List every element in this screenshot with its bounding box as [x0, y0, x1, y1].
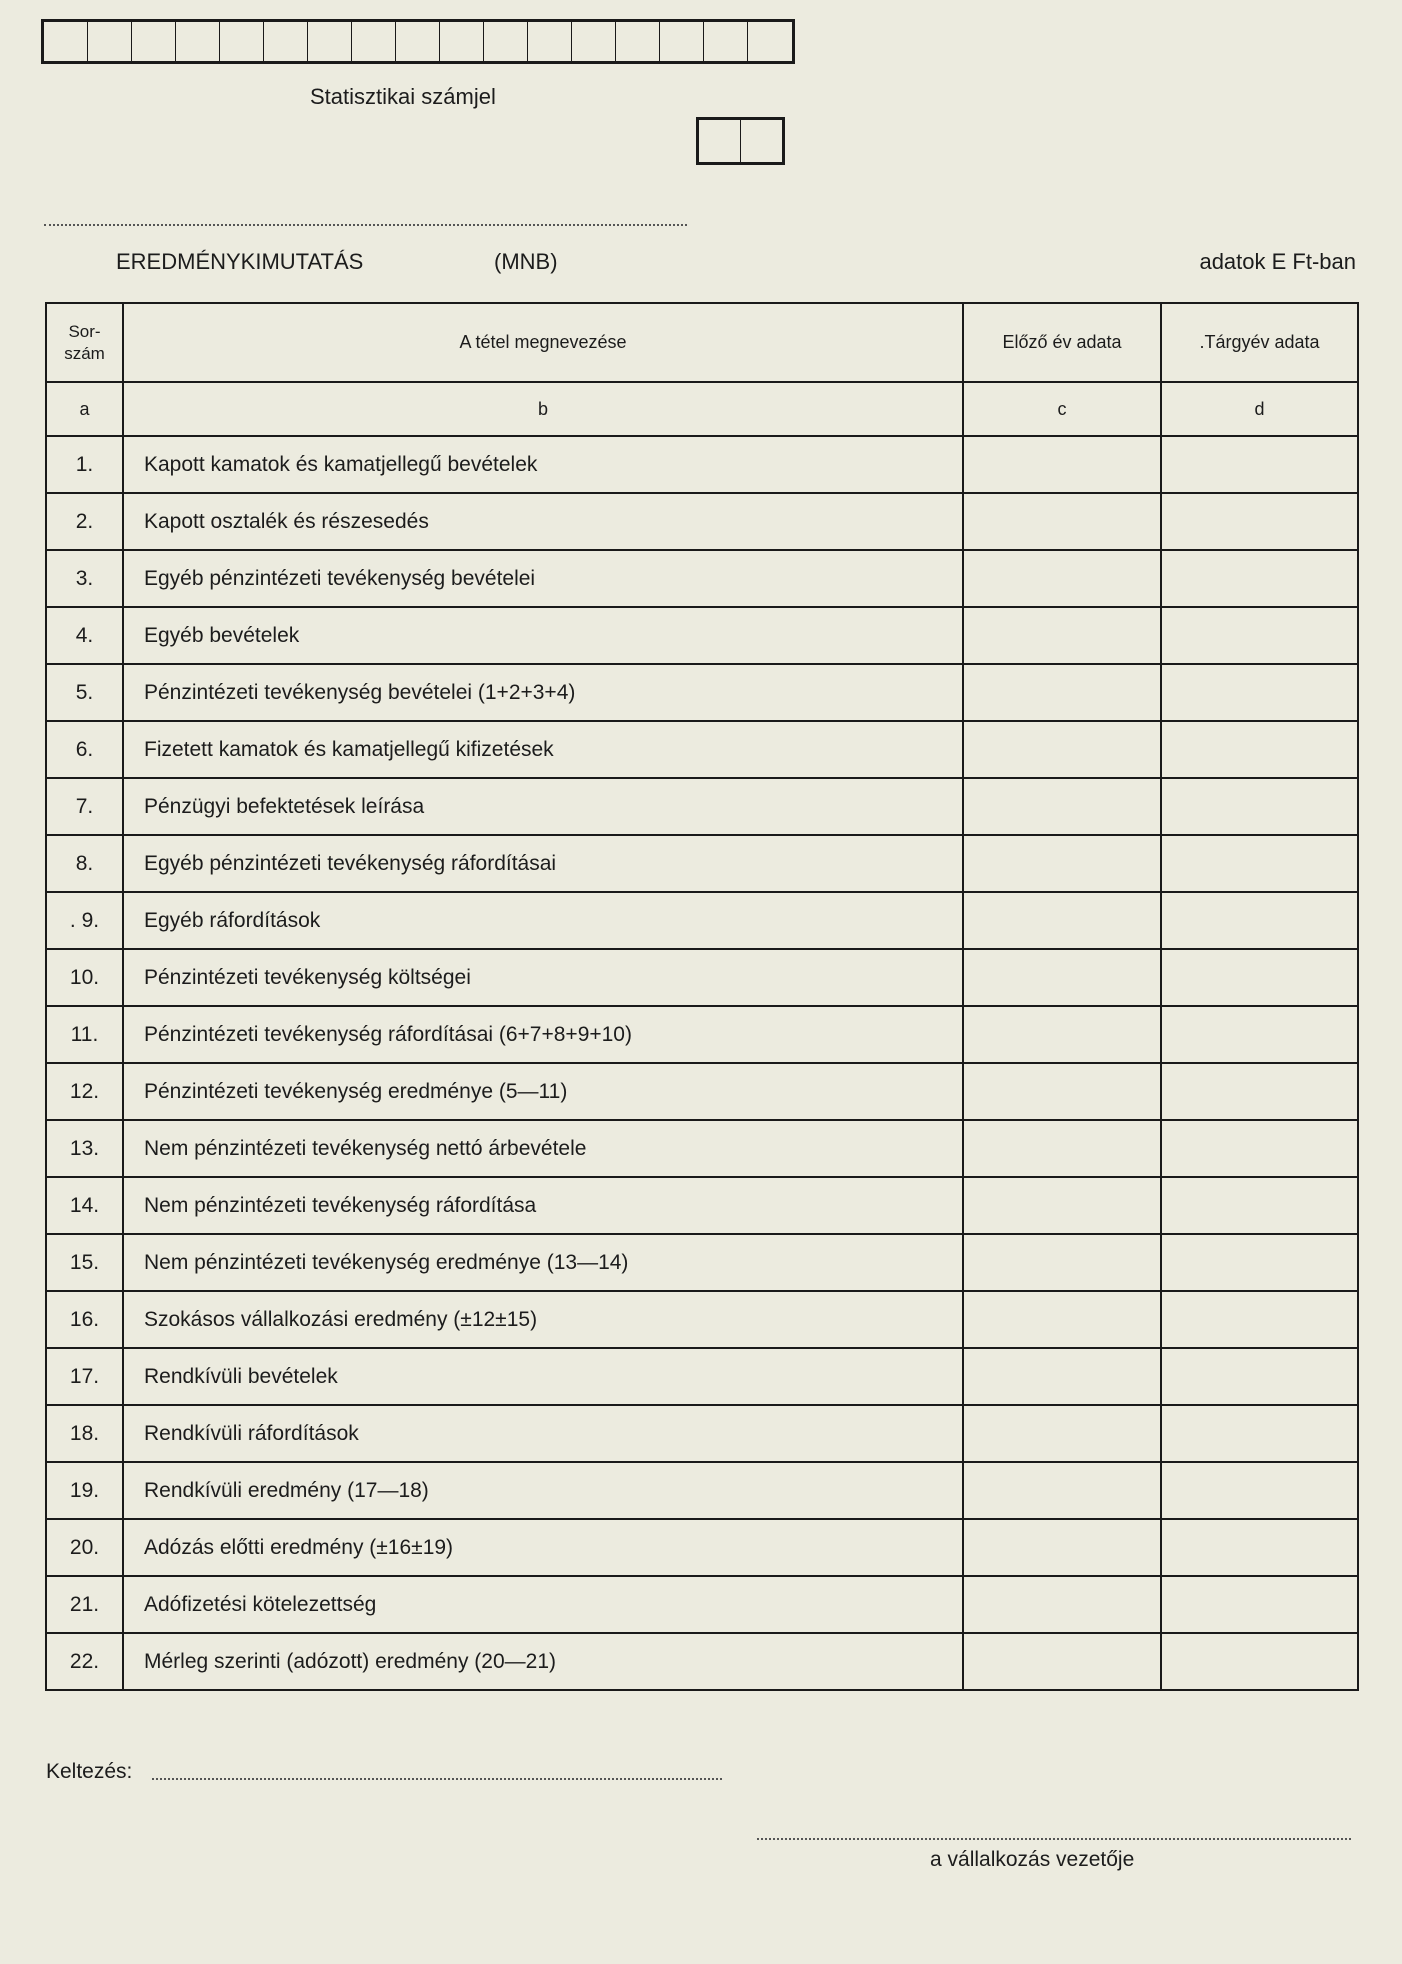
digit-box[interactable] — [220, 22, 264, 61]
current-year-value-cell[interactable] — [1161, 1120, 1358, 1177]
digit-box[interactable] — [484, 22, 528, 61]
row-label: Mérleg szerinti (adózott) eredmény (20—21) — [123, 1633, 963, 1690]
current-year-value-cell[interactable] — [1161, 778, 1358, 835]
digit-box[interactable] — [352, 22, 396, 61]
row-label: Egyéb pénzintézeti tevékenység bevételei — [123, 550, 963, 607]
table-row — [46, 1120, 1358, 1177]
institution-name-line[interactable] — [44, 224, 687, 226]
digit-box[interactable] — [264, 22, 308, 61]
current-year-value-cell[interactable] — [1161, 949, 1358, 1006]
digit-box[interactable] — [660, 22, 704, 61]
row-number: 4. — [46, 607, 123, 664]
row-label: Egyéb pénzintézeti tevékenység ráfordításai — [123, 835, 963, 892]
row-label: Rendkívüli ráfordítások — [123, 1405, 963, 1462]
row-number: 8. — [46, 835, 123, 892]
header-row — [46, 303, 1358, 382]
prev-year-value-cell[interactable] — [963, 1633, 1161, 1690]
row-number: 16. — [46, 1291, 123, 1348]
current-year-value-cell[interactable] — [1161, 1348, 1358, 1405]
row-number: . 9. — [46, 892, 123, 949]
form-code: (MNB) — [494, 249, 558, 274]
current-year-value-cell[interactable] — [1161, 835, 1358, 892]
table-row — [46, 1291, 1358, 1348]
digit-box[interactable] — [132, 22, 176, 61]
row-label: Pénzintézeti tevékenység ráfordításai (6+7+8+9+10) — [123, 1006, 963, 1063]
digit-box[interactable] — [396, 22, 440, 61]
col-header-current-year: .Tárgyév adata — [1161, 303, 1358, 382]
prev-year-value-cell[interactable] — [963, 1291, 1161, 1348]
digit-box[interactable] — [699, 120, 741, 162]
current-year-value-cell[interactable] — [1161, 1633, 1358, 1690]
row-number: 17. — [46, 1348, 123, 1405]
current-year-value-cell[interactable] — [1161, 1006, 1358, 1063]
row-label: Egyéb ráfordítások — [123, 892, 963, 949]
prev-year-value-cell[interactable] — [963, 892, 1161, 949]
prev-year-value-cell[interactable] — [963, 493, 1161, 550]
row-number: 13. — [46, 1120, 123, 1177]
row-label: Pénzügyi befektetések leírása — [123, 778, 963, 835]
prev-year-value-cell[interactable] — [963, 1576, 1161, 1633]
prev-year-value-cell[interactable] — [963, 1120, 1161, 1177]
row-number: 7. — [46, 778, 123, 835]
col-letter: d — [1161, 382, 1358, 436]
signature-label: a vállalkozás vezetője — [930, 1848, 1135, 1871]
prev-year-value-cell[interactable] — [963, 778, 1161, 835]
table-row — [46, 550, 1358, 607]
current-year-value-cell[interactable] — [1161, 436, 1358, 493]
prev-year-value-cell[interactable] — [963, 1462, 1161, 1519]
table-row — [46, 1234, 1358, 1291]
table-row — [46, 664, 1358, 721]
digit-box[interactable] — [88, 22, 132, 61]
table-row — [46, 778, 1358, 835]
row-label: Fizetett kamatok és kamatjellegű kifizetések — [123, 721, 963, 778]
statistical-number-label: Statisztikai számjel — [310, 84, 496, 109]
table-row — [46, 1177, 1358, 1234]
date-label: Keltezés: — [46, 1760, 133, 1783]
digit-box[interactable] — [308, 22, 352, 61]
table-row — [46, 1462, 1358, 1519]
date-field[interactable] — [152, 1778, 722, 1780]
current-year-value-cell[interactable] — [1161, 493, 1358, 550]
row-number: 2. — [46, 493, 123, 550]
row-number: 21. — [46, 1576, 123, 1633]
form-title: EREDMÉNYKIMUTATÁS — [116, 249, 364, 274]
prev-year-value-cell[interactable] — [963, 1063, 1161, 1120]
current-year-value-cell[interactable] — [1161, 1576, 1358, 1633]
col-header-serial: Sor- szám — [46, 303, 123, 382]
row-number: 18. — [46, 1405, 123, 1462]
row-number: 1. — [46, 436, 123, 493]
current-year-value-cell[interactable] — [1161, 1063, 1358, 1120]
row-number: 10. — [46, 949, 123, 1006]
row-label: Nem pénzintézeti tevékenység ráfordítása — [123, 1177, 963, 1234]
current-year-value-cell[interactable] — [1161, 1462, 1358, 1519]
current-year-value-cell[interactable] — [1161, 892, 1358, 949]
row-label: Kapott osztalék és részesedés — [123, 493, 963, 550]
digit-box[interactable] — [528, 22, 572, 61]
prev-year-value-cell[interactable] — [963, 1519, 1161, 1576]
col-letter: b — [123, 382, 963, 436]
digit-box[interactable] — [44, 22, 88, 61]
table-row — [46, 1633, 1358, 1690]
digit-box[interactable] — [748, 22, 792, 61]
table-row — [46, 892, 1358, 949]
col-letter: c — [963, 382, 1161, 436]
prev-year-value-cell[interactable] — [963, 1177, 1161, 1234]
table-row — [46, 1006, 1358, 1063]
row-number: 15. — [46, 1234, 123, 1291]
prev-year-value-cell[interactable] — [963, 436, 1161, 493]
statistical-number-boxes[interactable] — [41, 19, 795, 64]
current-year-value-cell[interactable] — [1161, 550, 1358, 607]
table-row — [46, 1405, 1358, 1462]
digit-box[interactable] — [616, 22, 660, 61]
current-year-value-cell[interactable] — [1161, 1177, 1358, 1234]
digit-box[interactable] — [704, 22, 748, 61]
row-number: 22. — [46, 1633, 123, 1690]
current-year-value-cell[interactable] — [1161, 1291, 1358, 1348]
row-label: Rendkívüli bevételek — [123, 1348, 963, 1405]
prev-year-value-cell[interactable] — [963, 949, 1161, 1006]
row-label: Nem pénzintézeti tevékenység nettó árbevétele — [123, 1120, 963, 1177]
table-row — [46, 607, 1358, 664]
current-year-value-cell[interactable] — [1161, 1234, 1358, 1291]
prev-year-value-cell[interactable] — [963, 1006, 1161, 1063]
digit-box[interactable] — [440, 22, 484, 61]
row-number: 19. — [46, 1462, 123, 1519]
row-number: 20. — [46, 1519, 123, 1576]
current-year-value-cell[interactable] — [1161, 607, 1358, 664]
letter-row — [46, 382, 1358, 436]
current-year-value-cell[interactable] — [1161, 1405, 1358, 1462]
prev-year-value-cell[interactable] — [963, 721, 1161, 778]
prev-year-value-cell[interactable] — [963, 1234, 1161, 1291]
row-label: Nem pénzintézeti tevékenység eredménye (13—14) — [123, 1234, 963, 1291]
row-label: Pénzintézeti tevékenység költségei — [123, 949, 963, 1006]
row-label: Kapott kamatok és kamatjellegű bevételek — [123, 436, 963, 493]
prev-year-value-cell[interactable] — [963, 664, 1161, 721]
table-row — [46, 949, 1358, 1006]
row-label: Pénzintézeti tevékenység bevételei (1+2+3+4) — [123, 664, 963, 721]
digit-box[interactable] — [741, 120, 782, 162]
table-row — [46, 1063, 1358, 1120]
prev-year-value-cell[interactable] — [963, 607, 1161, 664]
prev-year-value-cell[interactable] — [963, 1405, 1161, 1462]
digit-box[interactable] — [572, 22, 616, 61]
col-header-prev-year: Előző év adata — [963, 303, 1161, 382]
table-row — [46, 493, 1358, 550]
row-label: Pénzintézeti tevékenység eredménye (5—11) — [123, 1063, 963, 1120]
digit-box[interactable] — [176, 22, 220, 61]
table-row — [46, 1576, 1358, 1633]
row-label: Egyéb bevételek — [123, 607, 963, 664]
code-boxes[interactable] — [696, 117, 785, 165]
current-year-value-cell[interactable] — [1161, 1519, 1358, 1576]
income-statement-table — [45, 302, 1357, 1691]
row-label: Rendkívüli eredmény (17—18) — [123, 1462, 963, 1519]
unit-note: adatok E Ft-ban — [1199, 249, 1356, 274]
row-number: 3. — [46, 550, 123, 607]
col-letter: a — [46, 382, 123, 436]
row-label: Adófizetési kötelezettség — [123, 1576, 963, 1633]
row-number: 5. — [46, 664, 123, 721]
current-year-value-cell[interactable] — [1161, 721, 1358, 778]
col-header-item: A tétel megnevezése — [123, 303, 963, 382]
table-row — [46, 835, 1358, 892]
table-row — [46, 1348, 1358, 1405]
table-row — [46, 436, 1358, 493]
row-number: 6. — [46, 721, 123, 778]
prev-year-value-cell[interactable] — [963, 835, 1161, 892]
row-label: Szokásos vállalkozási eredmény (±12±15) — [123, 1291, 963, 1348]
prev-year-value-cell[interactable] — [963, 1348, 1161, 1405]
table-row — [46, 1519, 1358, 1576]
row-number: 11. — [46, 1006, 123, 1063]
current-year-value-cell[interactable] — [1161, 664, 1358, 721]
table-row — [46, 721, 1358, 778]
row-number: 12. — [46, 1063, 123, 1120]
prev-year-value-cell[interactable] — [963, 550, 1161, 607]
signature-field[interactable] — [757, 1838, 1351, 1840]
row-label: Adózás előtti eredmény (±16±19) — [123, 1519, 963, 1576]
row-number: 14. — [46, 1177, 123, 1234]
